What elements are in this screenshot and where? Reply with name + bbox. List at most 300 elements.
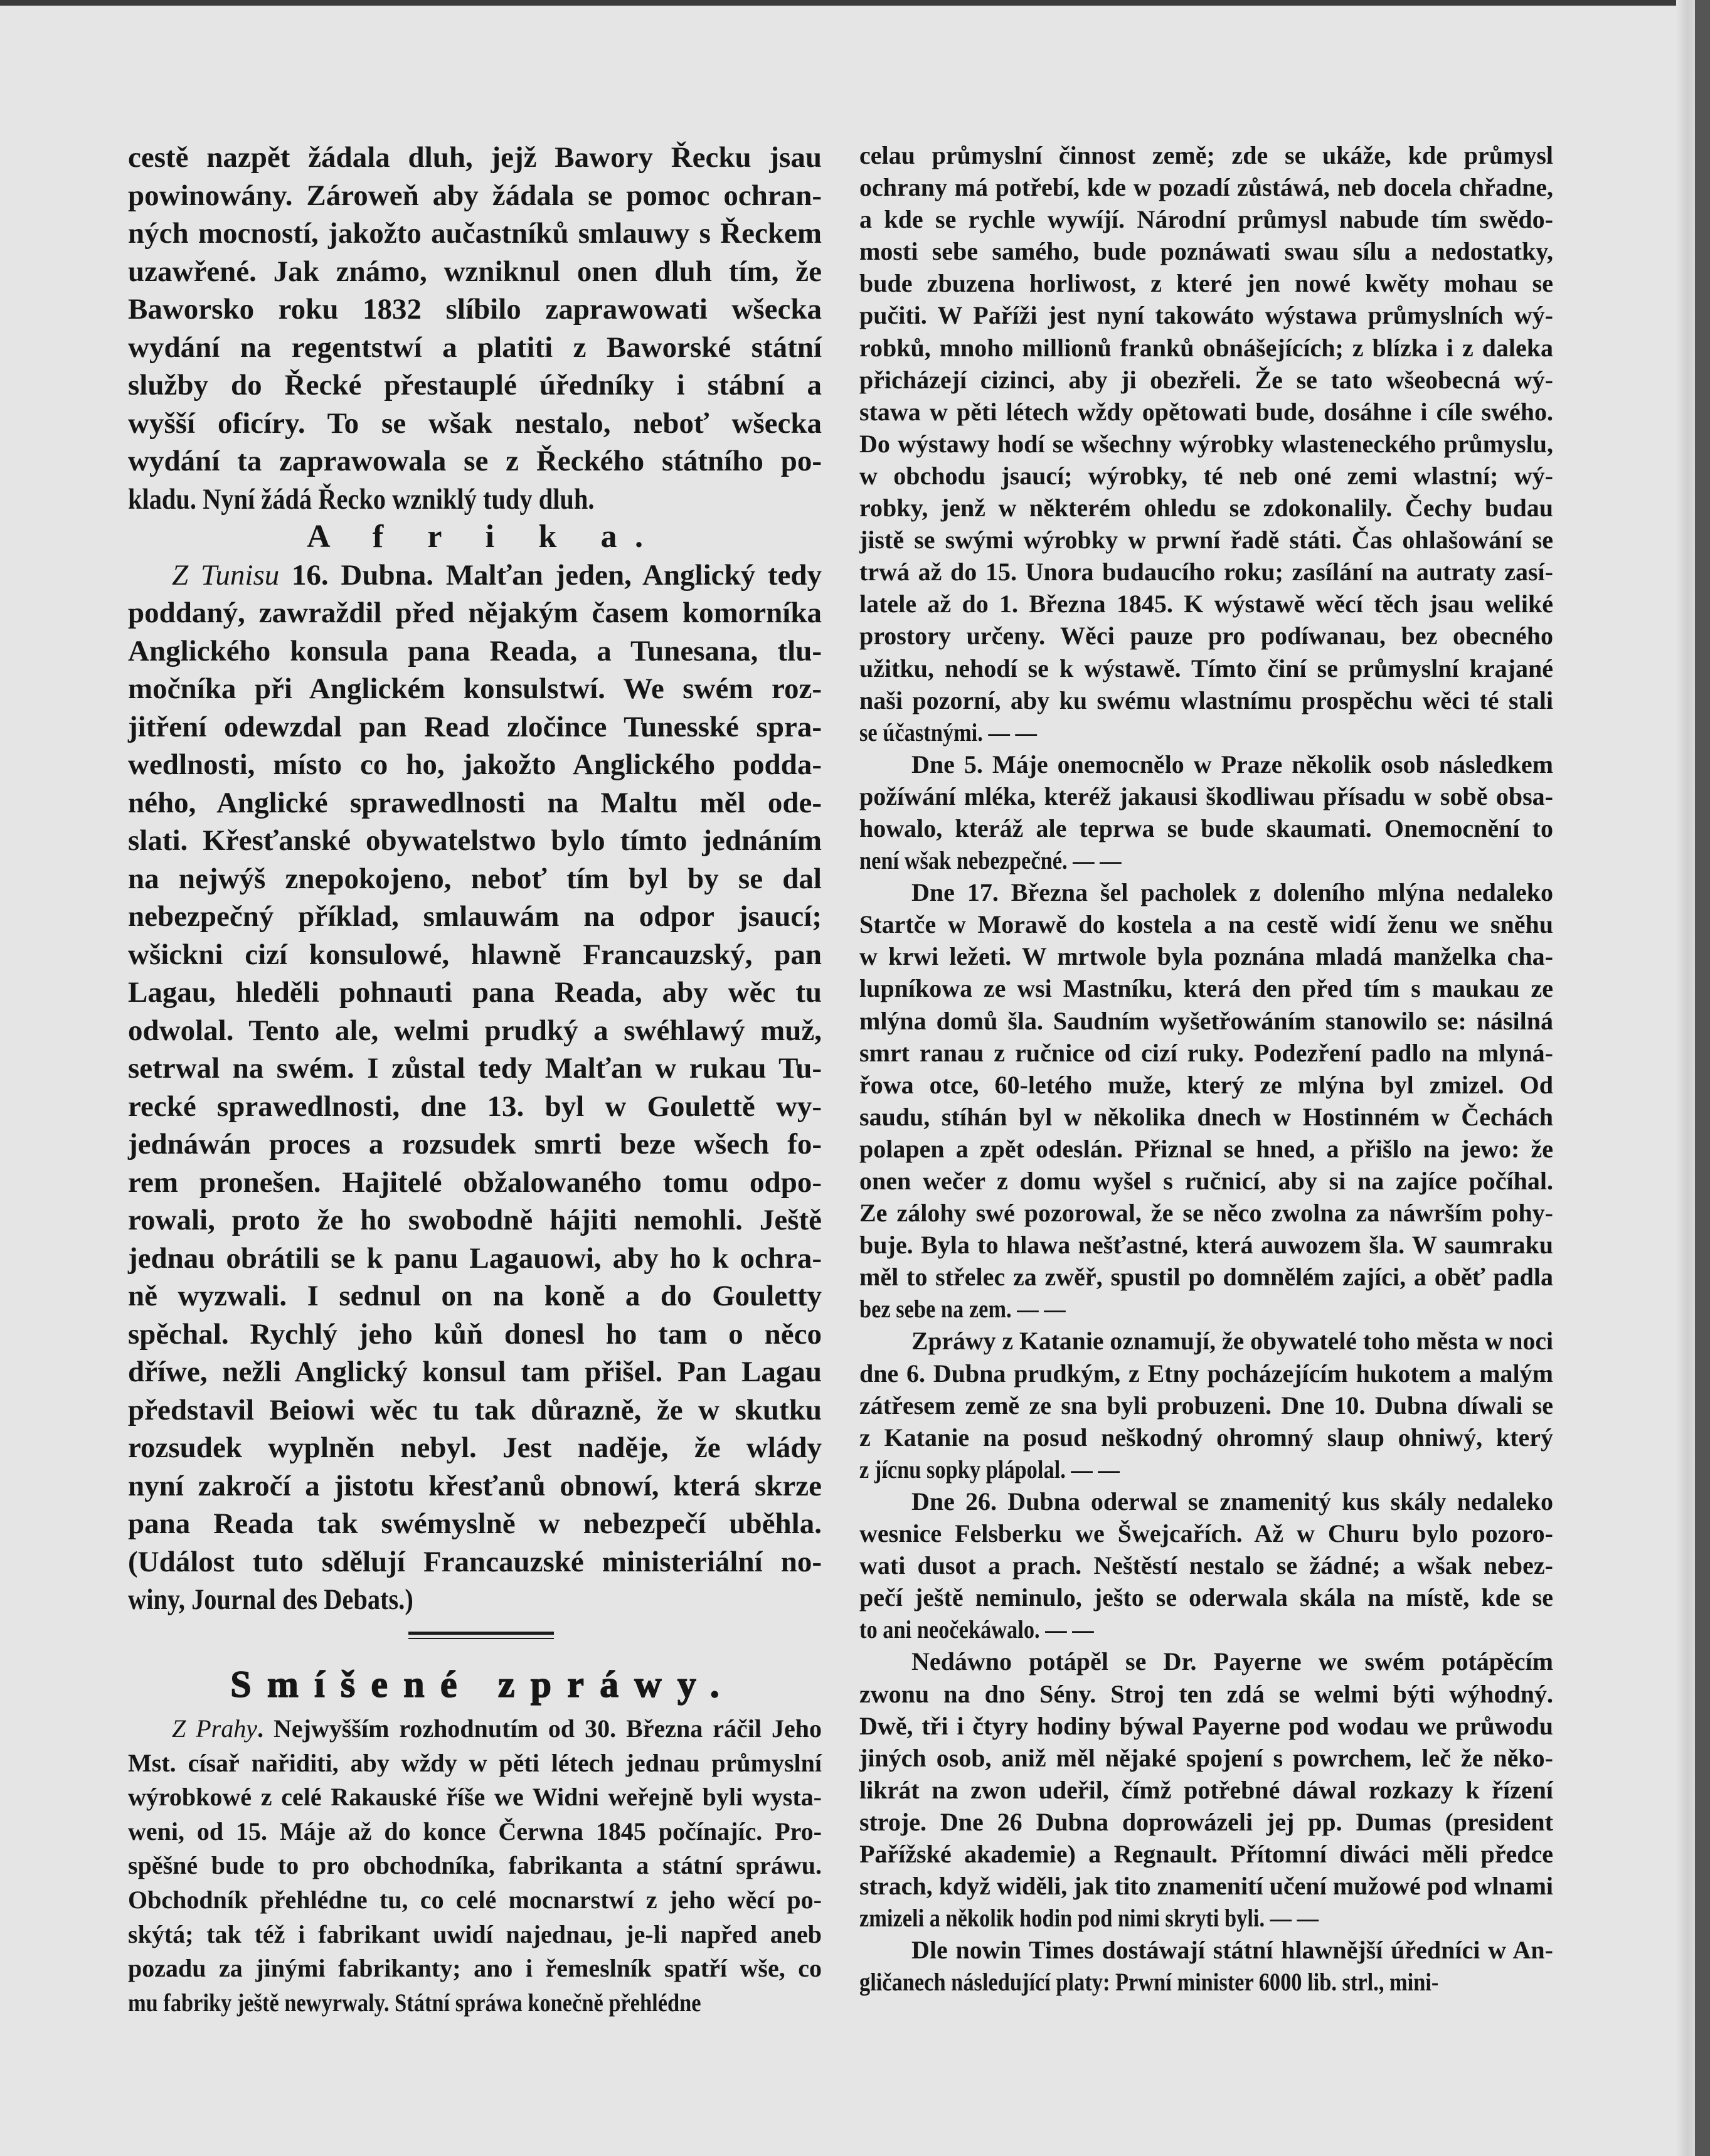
text-line <box>859 716 1553 748</box>
text-line <box>128 670 822 708</box>
line-content: w krwi ležeti. W mrtwole byla poznána mladá manželka cha- <box>859 942 1553 971</box>
line-content: Anglického konsula pana Reada, a Tunesana, tlu- <box>128 634 822 667</box>
line-content: užitku, nehodí se k wýstawě. Tímto činí se průmyslní krajané <box>859 654 1553 682</box>
text-line <box>128 290 822 329</box>
line-content: weni, od 15. Máje až do konce Čerwna 1845 počínajíc. Pro- <box>128 1817 822 1845</box>
text-line <box>128 746 822 784</box>
text-line <box>859 1133 1553 1165</box>
line-text <box>859 1293 1066 1325</box>
line-text <box>859 396 1553 428</box>
text-line <box>128 1125 822 1164</box>
line-text <box>859 1005 1553 1037</box>
line-text <box>859 492 1553 524</box>
text-line <box>859 1806 1553 1838</box>
line-text <box>859 1517 1553 1549</box>
text-line <box>128 442 822 481</box>
line-content: winy, Journal des Debats.) <box>128 1583 413 1616</box>
line-content: zwonu na dno Sény. Stroj ten zdá se welmi býti wýhodný. <box>859 1679 1553 1708</box>
text-line <box>128 1543 822 1581</box>
line-content: rem pronešen. Hajitelé obžalowaného tomu odpo- <box>128 1166 822 1199</box>
line-content: spěchal. Rychlý jeho kůň donesl ho tam o něco <box>128 1317 822 1351</box>
line-content: to ani neočekáwalo. — — <box>859 1615 1094 1644</box>
line-content: Dle nowin Times dostáwají státní hlawnější úředníci w An- <box>911 1936 1553 1965</box>
text-line <box>859 1742 1553 1774</box>
line-text <box>128 1543 822 1581</box>
line-text <box>859 844 1122 876</box>
line-content: nebezpečný příklad, smlauwám na odpor jsaucí; <box>128 900 822 933</box>
line-text <box>128 1883 822 1918</box>
line-content: na nejwýš znepokojeno, neboť tím byl by se dal <box>128 862 822 895</box>
line-text <box>859 1421 1553 1453</box>
line-text <box>859 780 1553 812</box>
text-line <box>128 1240 822 1278</box>
line-content: pana Reada tak swémyslně w nebezpečí uběhla. <box>128 1507 822 1540</box>
line-text <box>859 1806 1553 1838</box>
line-content: ochrany má potřebí, kde w pozadí zůstáwá, neb docela chřadne, <box>859 173 1553 202</box>
text-line <box>859 684 1553 716</box>
text-line <box>128 1467 822 1505</box>
line-text <box>128 1391 822 1430</box>
line-text <box>859 364 1553 396</box>
line-text <box>859 1357 1553 1389</box>
text-line <box>128 1918 822 1952</box>
line-text <box>128 1164 822 1202</box>
line-content: pozadu za jinými fabrikanty; ano i řemeslník spatří wše, co <box>128 1954 822 1983</box>
line-text <box>859 171 1553 203</box>
line-text <box>859 524 1553 556</box>
line-content: Dne 5. Máje onemocnělo w Praze několik osob následkem <box>911 750 1553 778</box>
line-content: smrt ranau z ručnice od cizí ruky. Podezření padlo na mlyná- <box>859 1038 1553 1067</box>
text-line <box>128 1088 822 1126</box>
line-content: wedlnosti, místo co ho, jakožto Anglického podda- <box>128 748 822 781</box>
text-line <box>859 1389 1553 1421</box>
line-text <box>859 652 1553 684</box>
line-text <box>859 1902 1319 1934</box>
line-text <box>128 860 822 898</box>
line-content: dne 6. Dubna prudkým, z Etny pocházejícím hukotem a malým <box>859 1359 1553 1388</box>
line-content: zmizeli a několik hodin pod nimi skryti byli. — — <box>859 1904 1319 1933</box>
line-text <box>911 1325 1553 1357</box>
text-line <box>128 1883 822 1918</box>
text-line <box>859 780 1553 812</box>
text-line <box>128 1712 822 1746</box>
line-content: likrát na zwon udeřil, čímž potřebné dáwal rozkazy k řízení <box>859 1775 1553 1804</box>
line-content: uzawřené. Jak známo, wzniknul onen dluh tím, že <box>128 255 822 288</box>
line-content: Dne 26. Dubna oderwal se znamenitý kus skály nedaleko <box>911 1487 1553 1516</box>
line-content: z Katanie na posud neškodný ohromný slaup ohniwý, který <box>859 1423 1553 1452</box>
text-line <box>128 784 822 822</box>
line-content: Lagau, hleděli pohnauti pana Reada, aby wěc tu <box>128 976 822 1009</box>
scan-edge-top <box>0 0 1710 6</box>
line-text <box>128 290 822 329</box>
line-text <box>859 235 1553 267</box>
line-text <box>859 1710 1553 1742</box>
line-content: powinowány. Zároweň aby žádala se pomoc ochran- <box>128 179 822 212</box>
line-text <box>128 1315 822 1354</box>
text-line <box>859 844 1553 876</box>
line-text <box>128 974 822 1012</box>
text-line <box>128 1049 822 1088</box>
line-text <box>128 329 822 367</box>
line-text <box>859 1742 1553 1774</box>
text-line <box>859 299 1553 331</box>
text-line <box>859 972 1553 1004</box>
section-heading-smisene-zpravy: Smíšené zpráwy. <box>230 1664 735 1705</box>
line-text <box>128 1780 822 1815</box>
text-line <box>859 1005 1553 1037</box>
text-line <box>859 1293 1553 1325</box>
text-line <box>859 1613 1553 1645</box>
line-content: bude zbuzena horliwost, z které jen nowé kwěty mohau se <box>859 269 1553 298</box>
text-line <box>859 364 1553 396</box>
line-text <box>128 139 822 177</box>
line-content: robků, mnoho millionů franků obnášejících; z blízka i z daleka <box>859 333 1553 362</box>
section-divider-rule <box>408 1632 554 1639</box>
text-line <box>859 1325 1553 1357</box>
text-line <box>128 936 822 974</box>
text-line <box>859 940 1553 972</box>
line-text <box>859 620 1553 652</box>
line-text <box>859 1966 1438 1998</box>
text-line <box>859 428 1553 460</box>
line-text <box>128 1429 822 1467</box>
line-text <box>859 1613 1094 1645</box>
line-text <box>859 1870 1553 1902</box>
line-content: Do wýstawy hodí se wšechny wýrobky wlasteneckého průmyslu, <box>859 429 1553 458</box>
text-line <box>128 329 822 367</box>
text-line <box>128 177 822 215</box>
text-line <box>859 1581 1553 1613</box>
line-text <box>128 1012 822 1050</box>
text-line <box>859 1229 1553 1261</box>
text-line <box>128 556 822 595</box>
line-text <box>859 1453 1120 1485</box>
text-line <box>128 1581 822 1619</box>
text-line <box>859 1549 1553 1581</box>
text-line <box>128 1952 822 1986</box>
text-line <box>128 1315 822 1354</box>
text-line <box>859 524 1553 556</box>
text-line <box>859 1069 1553 1101</box>
text-line <box>128 1780 822 1815</box>
line-content: slati. Křesťanské obywatelstwo bylo tímto jednáním <box>128 824 822 857</box>
line-text <box>128 1201 822 1240</box>
text-line <box>859 1645 1553 1677</box>
line-content: gličanech následující platy: Prwní minister 6000 lib. strl., mini- <box>859 1968 1439 1997</box>
line-content: z jícnu sopky plápolal. — — <box>859 1455 1120 1484</box>
text-line <box>859 1197 1553 1229</box>
line-content: nyní zakročí a jistotu křesťanů obnowí, která skrze <box>128 1469 822 1502</box>
text-line <box>128 594 822 632</box>
line-text <box>859 812 1553 844</box>
line-content: prostory určeny. Wěci pauze pro podíwanau, bez obecného <box>859 622 1553 651</box>
line-text <box>911 876 1553 908</box>
line-text <box>859 203 1553 235</box>
line-text <box>172 556 822 595</box>
line-text <box>911 1934 1553 1966</box>
line-text <box>859 556 1553 588</box>
line-text <box>128 936 822 974</box>
line-text <box>128 1049 822 1088</box>
text-line <box>128 632 822 671</box>
text-line <box>859 1453 1553 1485</box>
line-text <box>859 1549 1553 1581</box>
line-content: řowa otce, 60-letého muže, který ze mlýna byl zmizel. Od <box>859 1070 1553 1099</box>
line-text <box>859 940 1553 972</box>
line-text <box>172 1712 822 1746</box>
line-content: rozsudek wyplněn nebyl. Jest naděje, že wlády <box>128 1431 822 1464</box>
text-line <box>859 139 1553 171</box>
line-text <box>859 1774 1553 1806</box>
line-content: wesnice Felsberku we Šwejcařích. Až w Churu bylo pozoro- <box>859 1519 1553 1548</box>
line-content: Pařížské akademie) a Regnault. Přítomní diwáci měli předce <box>859 1839 1553 1868</box>
line-content: strach, když widěli, jak tito znamenití učení mužowé pod wlnami <box>859 1872 1553 1901</box>
line-text <box>859 1069 1553 1101</box>
text-line <box>859 1934 1553 1966</box>
line-text <box>859 1581 1553 1613</box>
text-line <box>859 620 1553 652</box>
line-text <box>128 1088 822 1126</box>
line-content: stawa w pěti létech wždy opětowati bude, dosáhne i cíle swého. <box>859 397 1553 426</box>
text-line <box>128 1164 822 1202</box>
text-line <box>859 1357 1553 1389</box>
text-line <box>859 908 1553 940</box>
line-text <box>128 366 822 405</box>
line-text <box>128 670 822 708</box>
text-line <box>128 1277 822 1315</box>
line-content: recké sprawedlnosti, dne 13. byl w Goulettě wy- <box>128 1090 822 1123</box>
line-text <box>128 822 822 860</box>
line-content: Baworsko roku 1832 slíbilo zaprawowati wšecka <box>128 293 822 326</box>
line-content: trwá až do 15. Unora budaucího roku; zasílání na autraty zasí- <box>859 558 1553 587</box>
line-text <box>128 594 822 632</box>
line-text <box>128 1467 822 1505</box>
line-content: bez sebe na zem. — — <box>859 1295 1066 1324</box>
text-line <box>859 812 1553 844</box>
line-content: Obchodník přehlédne tu, co celé mocnarstwí z jeho wěcí po- <box>128 1885 822 1914</box>
line-content: rowali, proto že ho swobodně hájiti nemohli. Ještě <box>128 1204 822 1236</box>
line-content: měl to střelec za zwěř, spustil po domnělém zajíci, a oběť padla <box>859 1263 1553 1292</box>
text-line <box>859 1421 1553 1453</box>
line-content: w obchodu jsaucí; wýrobky, té neb oné zemi wlastní; wý- <box>859 461 1553 490</box>
text-line <box>128 1505 822 1543</box>
text-line <box>128 1201 822 1240</box>
line-text <box>859 1165 1553 1197</box>
line-text <box>859 460 1553 492</box>
line-content: wydání ta zaprawowala se z Řeckého státního po- <box>128 445 822 477</box>
line-content: ného, Anglické sprawedlnosti na Maltu měl ode- <box>128 786 822 819</box>
line-content: skýtá; tak též i fabrikant uwidí najednau, je-li napřed aneb <box>128 1920 822 1948</box>
line-content: Dne 17. Března šel pacholek z doleního mlýna nedaleko <box>911 878 1553 907</box>
text-line <box>859 652 1553 684</box>
text-line <box>128 1849 822 1883</box>
line-text <box>128 1918 822 1952</box>
line-text <box>128 1849 822 1883</box>
line-text <box>859 716 1037 748</box>
line-content: setrwal na swém. I zůstal tedy Malťan w rukau Tu- <box>128 1052 822 1085</box>
line-content: cestě nazpět žádala dluh, jejž Bawory Řecku jsau <box>128 141 822 174</box>
text-line <box>128 1429 822 1467</box>
line-content: poddaný, zawraždil před nějakým časem komorníka <box>128 597 822 629</box>
text-line <box>859 1165 1553 1197</box>
line-content: wýrobkowé z celé Rakauské říše we Widni weřejně byli wysta- <box>128 1783 822 1812</box>
text-line <box>859 332 1553 364</box>
line-content: celau průmyslní činnost země; zde se ukáže, kde průmysl <box>859 141 1553 169</box>
line-content: služby do Řecké přestauplé úředníky i stábní a <box>128 369 822 401</box>
line-content: přicházejí cizinci, aby ji obezřeli. Že se tato wšeobecná wý- <box>859 365 1553 394</box>
text-line <box>859 1261 1553 1293</box>
line-content: pučiti. W Paříži jest nyní takowáto wýstawa průmyslních wý- <box>859 301 1553 330</box>
line-content: polapen a zpět odeslán. Přiznal se hned, a přišlo na jewo: že <box>859 1134 1553 1163</box>
scan-edge-right <box>1695 0 1710 2156</box>
line-text <box>859 972 1553 1004</box>
line-text <box>859 1838 1553 1870</box>
text-line <box>128 215 822 253</box>
line-content: Startče w Morawě do kostela a na cestě widí ženu we sněhu <box>859 910 1553 939</box>
text-line <box>859 1037 1553 1069</box>
line-text <box>128 1125 822 1164</box>
line-content: buje. Byla to hlawa nešťastné, která auwozem šla. W saumraku <box>859 1231 1553 1260</box>
line-text <box>859 428 1553 460</box>
text-line <box>859 396 1553 428</box>
line-text <box>911 1485 1553 1517</box>
text-line <box>859 1966 1553 1998</box>
line-text <box>128 708 822 746</box>
line-text <box>859 1261 1553 1293</box>
line-text <box>859 908 1553 940</box>
line-content: pečí ještě neminulo, ješto se oderwala skála na místě, kde se <box>859 1583 1553 1612</box>
text-line <box>859 235 1553 267</box>
text-line <box>859 1838 1553 1870</box>
line-text <box>859 1197 1553 1229</box>
text-line <box>128 860 822 898</box>
line-text <box>128 1746 822 1781</box>
line-content: latele až do 1. Března 1845. K wýstawě wěcí těch jsau weliké <box>859 590 1553 619</box>
line-text <box>128 1505 822 1543</box>
line-text <box>128 442 822 481</box>
line-text <box>128 898 822 936</box>
line-text <box>859 684 1553 716</box>
text-line <box>859 1678 1553 1710</box>
line-content: močníka při Anglickém konsulstwí. We swém roz- <box>128 672 822 705</box>
line-text <box>911 748 1553 780</box>
line-text <box>859 1678 1553 1710</box>
text-line <box>859 556 1553 588</box>
line-content: kladu. Nyní žádá Řecko wzniklý tudy dluh. <box>128 482 595 516</box>
right-column <box>859 139 1553 1998</box>
line-text <box>128 1240 822 1278</box>
line-content: ně wyzwali. I sednul on na koně a do Gouletty <box>128 1280 822 1312</box>
text-line <box>128 1746 822 1781</box>
text-line <box>128 139 822 177</box>
section-heading-afrika: A f r i k a. <box>306 519 661 555</box>
line-text <box>128 1952 822 1986</box>
text-line <box>859 1902 1553 1934</box>
text-line <box>128 1986 822 2021</box>
line-content: . Nejwyšším rozhodnutím od 30. Března ráčil Jeho <box>257 1714 822 1743</box>
text-line <box>859 203 1553 235</box>
line-content: naši pozorní, aby ku swému wlastnímu prospěchu wěci té stali <box>859 686 1553 714</box>
text-line <box>128 898 822 936</box>
line-content: jitření odewzdal pan Read zločince Tunesské spra- <box>128 710 822 743</box>
text-line <box>128 405 822 443</box>
line-content: spěšné bude to pro obchodníka, fabrikanta a státní spráwu. <box>128 1851 822 1880</box>
text-line <box>859 460 1553 492</box>
line-text <box>859 1037 1553 1069</box>
line-content: howalo, kteráž ale teprwa se bude skaumati. Onemocnění to <box>859 814 1553 842</box>
line-text <box>128 177 822 215</box>
line-content: požíwání mléka, kteréž jakausi škodliwau přísadu w sobě obsa- <box>859 782 1553 810</box>
text-line <box>128 253 822 291</box>
text-line <box>128 1012 822 1050</box>
line-content: (Událost tuto sdělují Francauzské ministeriální no- <box>128 1545 822 1578</box>
line-text <box>128 1277 822 1315</box>
line-content: jednau obrátili se k panu Lagauowi, aby ho k ochra- <box>128 1241 822 1275</box>
line-content: Ze zálohy swé pozorowal, že se něco zwolna za náwrším pohy- <box>859 1199 1553 1228</box>
line-text <box>859 1101 1553 1133</box>
line-content: Zpráwy z Katanie oznamují, že obywatelé toho města w noci <box>911 1327 1553 1356</box>
line-text <box>859 299 1553 331</box>
text-line <box>859 588 1553 620</box>
text-line <box>859 876 1553 908</box>
line-content: Nedáwno potápěl se Dr. Payerne we swém potápěcím <box>911 1647 1553 1676</box>
line-text <box>128 746 822 784</box>
line-content: saudu, stíhán byl w několika dnech w Hostinném w Čechách <box>859 1102 1553 1131</box>
text-line <box>128 366 822 405</box>
line-text <box>859 588 1553 620</box>
line-content: onen wečer z domu wyšel s ručnicí, aby si na zajíce počíhal. <box>859 1167 1553 1195</box>
line-text <box>128 253 822 291</box>
page-gutter-shadow <box>1676 0 1695 2156</box>
dateline-place: Z Tunisu <box>172 558 280 592</box>
line-content: mosti sebe samého, bude poznáwati swau sílu a nedostatky, <box>859 237 1553 266</box>
text-line <box>859 748 1553 780</box>
line-text <box>859 1229 1553 1261</box>
text-line <box>128 708 822 746</box>
line-content: zátřesem země ze sna byli probuzeni. Dne 10. Dubna díwali se <box>859 1391 1553 1420</box>
line-content: a kde se rychle wywíjí. Národní průmysl nabude tím swědo- <box>859 205 1553 234</box>
line-content: jistě se swými wýrobky w prwní řadě státi. Čas ohlašowání se <box>859 526 1553 555</box>
line-text <box>911 1645 1553 1677</box>
line-content: ných mocností, jakožto aučastníků smlauwy s Řeckem <box>128 217 822 250</box>
line-content: se účastnými. — — <box>859 718 1037 746</box>
line-content: mu fabriky ještě newyrwaly. Státní spráwa konečně přehlédne <box>128 1988 701 2017</box>
text-line <box>859 1517 1553 1549</box>
line-content: odwolal. Tento ale, welmi prudký a swéhlawý muž, <box>128 1014 822 1047</box>
text-line <box>859 1101 1553 1133</box>
line-text <box>128 481 594 519</box>
line-text <box>128 405 822 443</box>
line-content: Mst. císař nařiditi, aby wždy w pěti létech jednau průmyslní <box>128 1748 822 1777</box>
text-line <box>128 974 822 1012</box>
line-content: wydání na regentstwí a platiti z Baworské státní <box>128 331 822 364</box>
line-content: dříwe, nežli Anglický konsul tam přišel. Pan Lagau <box>128 1356 822 1388</box>
line-text <box>128 632 822 671</box>
misc-news-column <box>128 1712 822 2020</box>
line-text <box>128 1353 822 1391</box>
dateline-place: Z Prahy <box>172 1714 257 1743</box>
line-content: Dwě, tři i čtyry hodiny býwal Payerne pod wodau we průwodu <box>859 1711 1553 1740</box>
text-line <box>128 1391 822 1430</box>
text-line <box>859 1485 1553 1517</box>
line-text <box>859 1389 1553 1421</box>
line-text <box>859 139 1553 171</box>
text-line <box>859 171 1553 203</box>
line-content: robky, jenž w některém ohledu se zdokonalily. Čechy budau <box>859 494 1553 523</box>
text-line <box>859 1774 1553 1806</box>
line-text <box>128 1815 822 1849</box>
line-content: mlýna domů šla. Saudním wyšetřowáním stanowilo se: násilná <box>859 1006 1553 1035</box>
